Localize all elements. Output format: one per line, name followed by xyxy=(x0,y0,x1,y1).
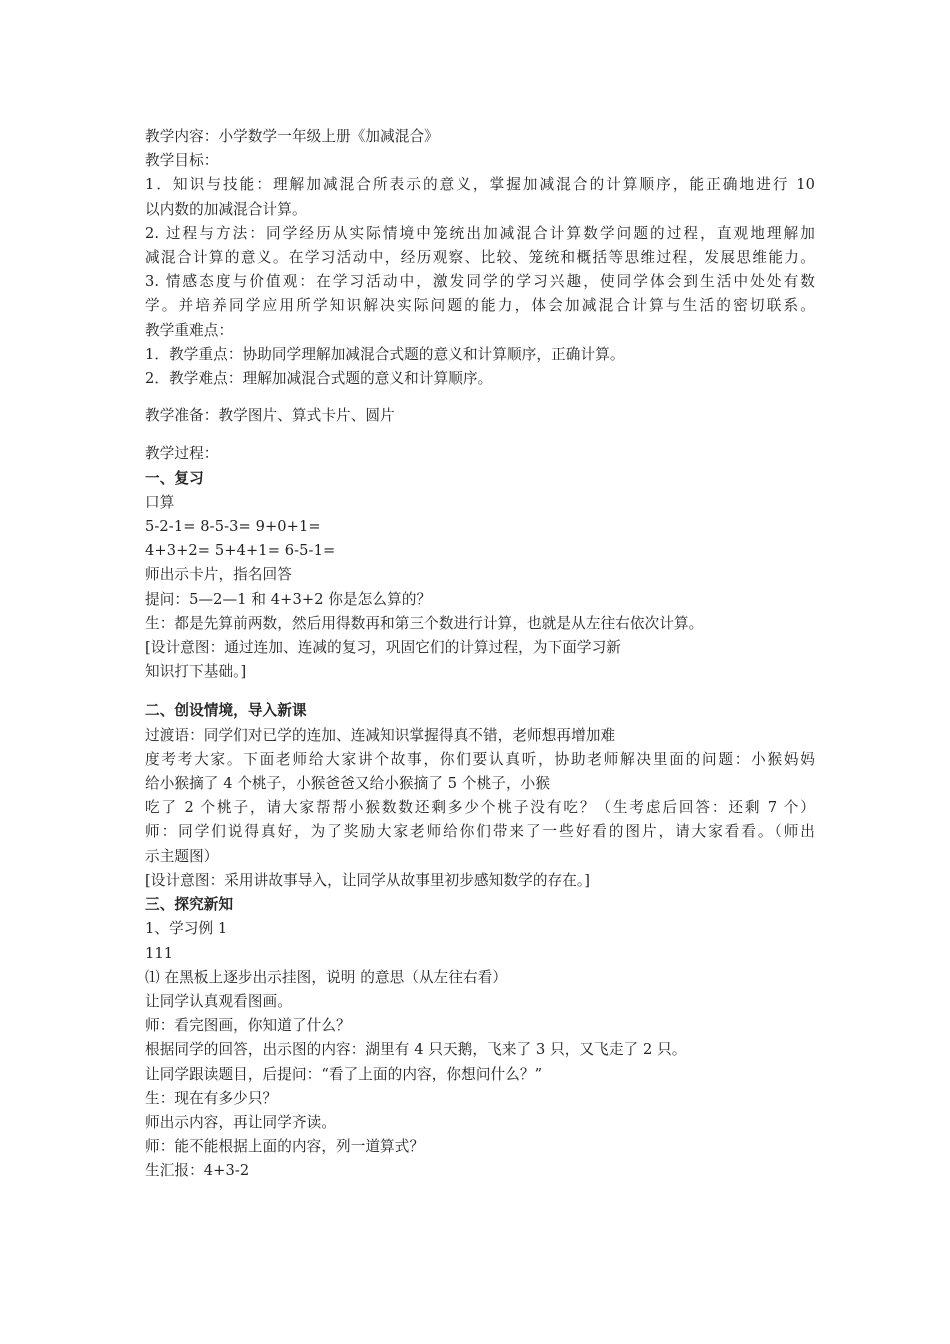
explore-line-1: ⑴ 在黑板上逐步出示挂图，说明 的意思（从左往右看） xyxy=(145,968,508,986)
teaching-content-line: 教学内容：小学数学一年级上册《加减混合》 xyxy=(145,128,439,145)
oral-calculation-row-2: 4+3+2= 5+4+1= 6-5-1= xyxy=(145,542,336,560)
intro-design-intent: [设计意图：采用讲故事导入，让同学从故事里初步感知数学的存在。] xyxy=(145,871,591,889)
intro-line-2: 度考考大家。下面老师给大家讲个故事，你们要认真听，协助老师解决里面的问题：小猴妈妈 xyxy=(145,750,815,768)
goal-2-line-2: 减混合计算的意义。在学习活动中，经历观察、比较、笼统和概括等思维过程，发展思维能力。 xyxy=(145,249,815,267)
explore-line-8: 师：能不能根据上面的内容，列一道算式？ xyxy=(145,1138,425,1156)
intro-line-1: 过渡语：同学们对已学的连加、连减知识掌握得真不错，老师想再增加难 xyxy=(145,726,616,744)
intro-line-4: 吃了 2 个桃子，请大家帮帮小猴数数还剩多少个桃子没有吃？（生考虑后回答：还剩 7 个） xyxy=(145,799,815,817)
explore-line-7: 师出示内容，再让同学齐读。 xyxy=(145,1113,337,1131)
review-line-1: 师出示卡片，指名回答 xyxy=(145,566,292,584)
explore-line-5: 让同学跟读题目，后提问：“看了上面的内容，你想问什么？” xyxy=(145,1065,543,1083)
example-1-label: 1、学习例 1 xyxy=(145,920,228,938)
section-explore-heading: 三、探究新知 xyxy=(145,896,234,914)
goal-3-line-1: 3. 情感态度与价值观：在学习活动中，激发同学的学习兴趣，使同学体会到生活中处处有数 xyxy=(145,273,815,291)
difficult-point-line: 2．教学难点：理解加减混合式题的意义和计算顺序。 xyxy=(145,370,493,388)
explore-line-9: 生汇报：4+3-2 xyxy=(145,1162,250,1180)
example-number: 111 xyxy=(145,944,174,962)
explore-line-6: 生：现在有多少只？ xyxy=(145,1089,278,1107)
goal-2-line-1: 2. 过程与方法：同学经历从实际情境中笼统出加减混合计算数学问题的过程，直观地理解加 xyxy=(145,224,815,242)
review-question: 提问：5—2—1 和 4+3+2 你是怎么算的？ xyxy=(145,590,432,608)
explore-line-4: 根据同学的回答，出示图的内容：湖里有 4 只天鹅，飞来了 3 只，又飞走了 2 只。 xyxy=(145,1041,687,1059)
teaching-goals-heading: 教学目标： xyxy=(145,152,219,170)
review-design-intent-line-1: [设计意图：通过连加、连减的复习，巩固它们的计算过程，为下面学习新 xyxy=(145,639,621,657)
key-point-line: 1．教学重点：协助同学理解加减混合式题的意义和计算顺序，正确计算。 xyxy=(145,345,625,363)
intro-line-3: 给小猴摘了 4 个桃子，小猴爸爸又给小猴摘了 5 个桃子，小猴 xyxy=(145,775,551,793)
section-review-heading: 一、复习 xyxy=(145,469,204,487)
oral-calculation-label: 口算 xyxy=(145,493,175,511)
goal-1-line-2: 以内数的加减混合计算。 xyxy=(145,200,307,218)
intro-line-5: 师：同学们说得真好，为了奖励大家老师给你们带来了一些好看的图片，请大家看看。（师出 xyxy=(145,823,815,841)
goal-3-line-2: 学。并培养同学应用所学知识解决实际问题的能力，体会加减混合计算与生活的密切联系。 xyxy=(145,297,815,315)
key-difficult-points-heading: 教学重难点： xyxy=(145,321,234,339)
review-design-intent-line-2: 知识打下基础。] xyxy=(145,663,247,681)
oral-calculation-row-1: 5-2-1= 8-5-3= 9+0+1= xyxy=(145,518,321,536)
section-intro-heading: 二、创设情境，导入新课 xyxy=(145,702,307,720)
explore-line-3: 师：看完图画，你知道了什么？ xyxy=(145,1017,351,1035)
teaching-process-heading: 教学过程： xyxy=(145,445,219,463)
explore-line-2: 让同学认真观看图画。 xyxy=(145,992,292,1010)
intro-line-6: 示主题图） xyxy=(145,847,219,865)
teaching-preparation-line: 教学准备：教学图片、算式卡片、圆片 xyxy=(145,407,395,425)
review-answer: 生：都是先算前两数，然后用得数再和第三个数进行计算，也就是从左往右依次计算。 xyxy=(145,614,704,632)
document-body xyxy=(145,125,815,1184)
goal-1-line-1: 1．知识与技能：理解加减混合所表示的意义，掌握加减混合的计算顺序，能正确地进行 10 xyxy=(145,176,815,194)
